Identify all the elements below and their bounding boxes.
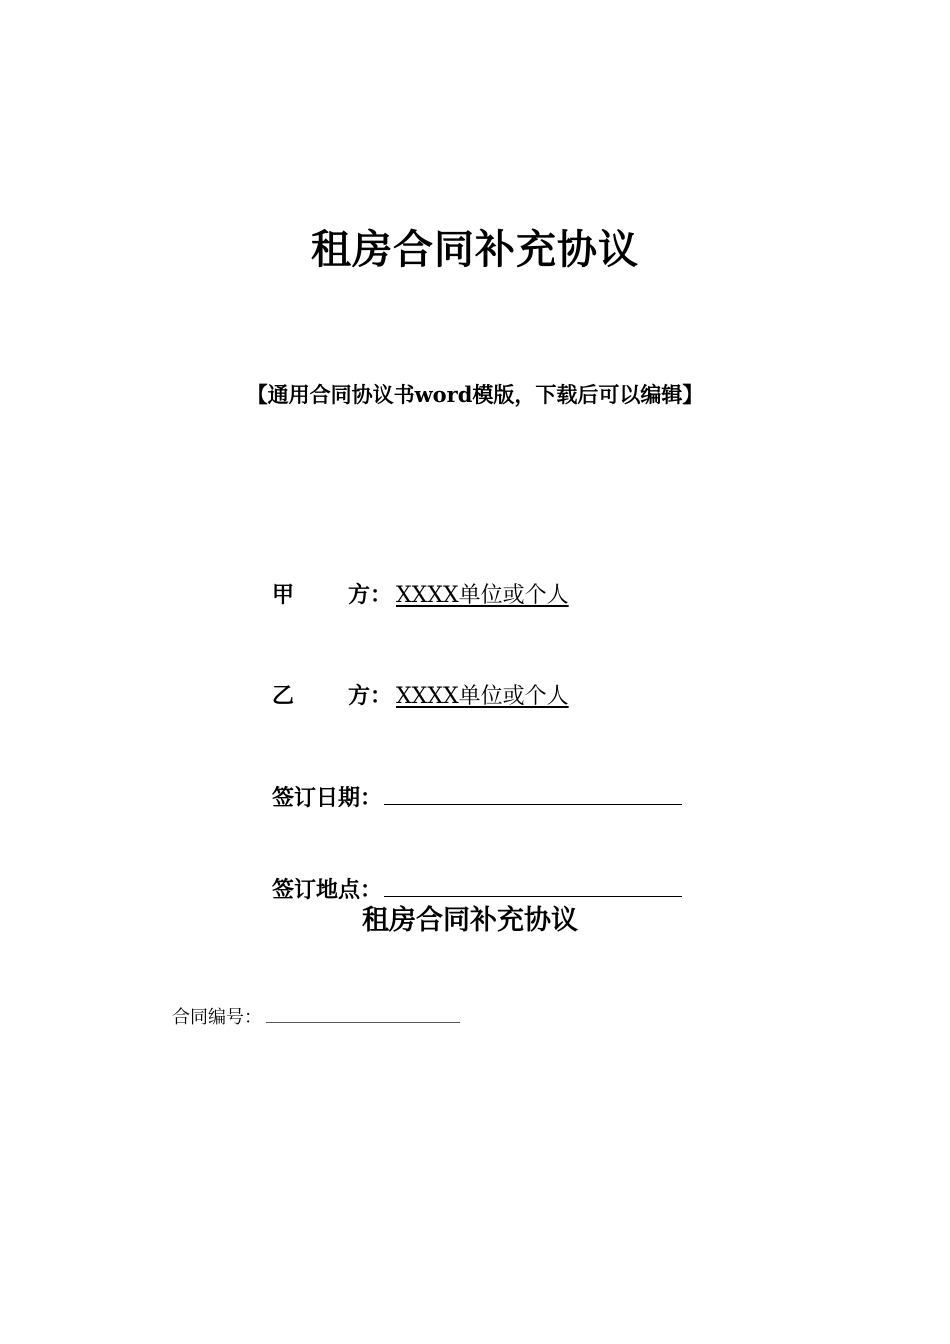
party-b-label-first: 乙 [272, 683, 295, 709]
sign-place-label: 签订地点： [272, 877, 383, 903]
sign-date-row [272, 782, 682, 813]
party-b-label [272, 681, 396, 711]
sign-place-row [272, 874, 682, 905]
document-subtitle: 【通用合同协议书word模版，下载后可以编辑】 [246, 382, 704, 407]
party-b-value: XXXX单位或个人 [396, 684, 569, 709]
document-title: 租房合同补充协议 [311, 226, 639, 273]
contract-number-blank [266, 1004, 460, 1023]
party-a-row [272, 580, 569, 611]
party-b-row [272, 681, 569, 712]
sign-date-label: 签订日期： [272, 785, 383, 811]
party-b-label-second: 方： [348, 683, 393, 709]
contract-number-label: 合同编号： [172, 1007, 262, 1028]
party-a-value: XXXX单位或个人 [396, 583, 569, 608]
party-a-label-first: 甲 [272, 582, 295, 608]
party-a-label-second: 方： [348, 582, 393, 608]
contract-number-row [172, 1004, 460, 1031]
party-a-label [272, 580, 396, 610]
sign-date-blank [384, 782, 682, 805]
second-title: 租房合同补充协议 [362, 905, 578, 936]
sign-place-blank [384, 874, 682, 897]
